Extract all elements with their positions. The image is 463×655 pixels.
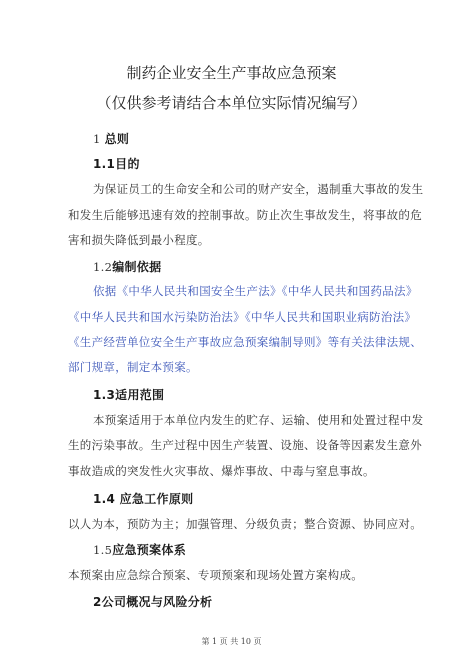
paragraph-line: 本预案由应急综合预案、专项预案和现场处置方案构成。 — [68, 568, 363, 582]
paragraph-line: 《中华人民共和国水污染防治法》《中华人民共和国职业病防治法》 — [68, 310, 417, 324]
section-1-2-heading — [93, 258, 161, 275]
section-1-5-number: 1.5 — [93, 543, 113, 557]
paragraph-line: 生的污染事故。生产过程中因生产装置、设施、设备等因素发生意外 — [68, 438, 422, 452]
page-footer: 第 1 页 共 10 页 — [201, 637, 262, 646]
section-1-1-heading: 1.1目的 — [93, 157, 140, 171]
paragraph-line: 本预案适用于本单位内发生的贮存、运输、使用和处置过程中发 — [93, 413, 424, 427]
paragraph-line: 部门规章，制定本预案。 — [68, 360, 198, 374]
section-1-2-title: 编制依据 — [112, 260, 162, 274]
paragraph-line: 害和损失降低到最小程度。 — [68, 233, 210, 247]
section-1-5-title: 应急预案体系 — [112, 543, 187, 557]
document-subtitle: （仅供参考请结合本单位实际情况编写） — [96, 94, 367, 112]
document-title: 制药企业安全生产事故应急预案 — [126, 64, 337, 82]
section-1-4-heading: 1.4 应急工作原则 — [93, 492, 194, 506]
section-1-2-number: 1.2 — [93, 260, 113, 274]
paragraph-line: 《生产经营单位安全生产事故应急预案编制导则》等有关法律法规、 — [68, 335, 422, 349]
paragraph-line: 事故造成的突发性火灾事故、爆炸事故、中毒与窒息事故。 — [68, 464, 375, 478]
section-2-heading: 2公司概况与风险分析 — [93, 595, 213, 609]
paragraph-line: 以人为本，预防为主；加强管理、分级负责；整合资源、协同应对。 — [68, 517, 422, 531]
paragraph-line: 和发生后能够迅速有效的控制事故。防止次生事故发生，将事故的危 — [68, 208, 422, 222]
section-1-title: 总则 — [104, 132, 130, 146]
paragraph-line: 依据《中华人民共和国安全生产法》《中华人民共和国药品法》 — [93, 284, 418, 298]
section-1-heading — [93, 130, 129, 147]
section-1-3-heading: 1.3适用范围 — [93, 388, 165, 402]
paragraph-line: 为保证员工的生命安全和公司的财产安全，遏制重大事故的发生 — [93, 182, 424, 196]
section-1-number: 1 — [93, 132, 101, 146]
section-1-5-heading — [93, 541, 186, 558]
